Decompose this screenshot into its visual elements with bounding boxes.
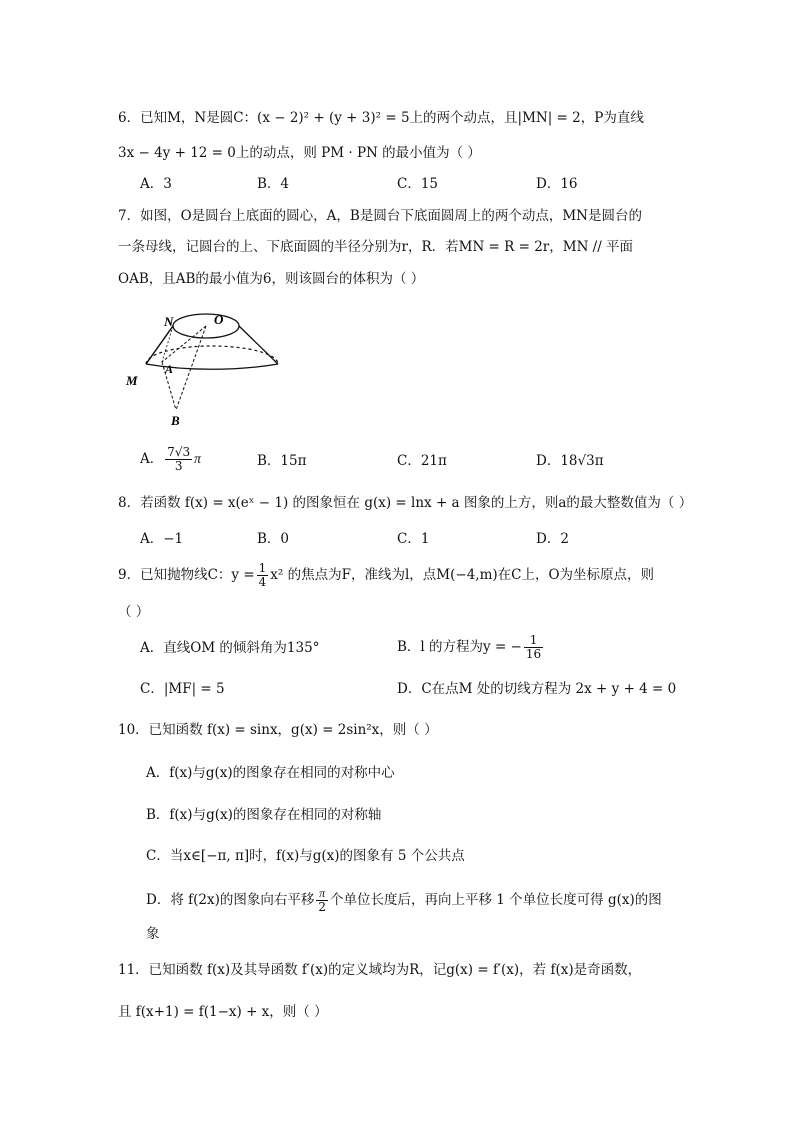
q9-option-b-denominator: 16 (525, 647, 542, 661)
q8-option-b: B．0 (257, 531, 290, 547)
q11-line1: 11．已知函数 f(x)及其导函数 f′(x)的定义域均为R，记g(x) = f′(x)，若 f(x)是奇函数， (118, 962, 642, 978)
q6-option-d: D．16 (536, 176, 578, 192)
q7-option-d: D．18√3π (536, 453, 604, 469)
segment-NA (162, 326, 173, 362)
label-O: O (214, 312, 224, 327)
q8-line1: 8．若函数 f(x) = x(eˣ − 1) 的图象恒在 g(x) = lnx + a 图象的上方，则a的最大整数值为（ ） (118, 495, 693, 511)
q10-option-d-continued: 象 (146, 926, 160, 942)
q9-option-b (397, 634, 545, 661)
q10-option-d-start: D．将 f(2x)的图象向右平移 (146, 892, 315, 908)
q7-option-a-prefix: A． (140, 451, 164, 467)
q9-line1 (118, 562, 654, 589)
q7-option-c: C．21π (397, 453, 447, 469)
q9-option-d: D．C在点M 处的切线方程为 2x + y + 4 = 0 (397, 681, 677, 697)
q7-option-a-numerator: 7√3 (167, 445, 191, 459)
label-M: M (126, 373, 138, 388)
q7-line2: 一条母线，记圆台的上、下底面圆的半径分别为r，R．若MN = R = 2r，MN // 平面 (118, 239, 634, 255)
q6-option-a: A．3 (140, 176, 172, 192)
q8-option-c: C．1 (397, 531, 430, 547)
q6-line1: 6．已知M，N是圆C：(x − 2)² + (y + 3)² = 5上的两个动点，且|MN| = 2，P为直线 (118, 110, 644, 126)
generatrix-MN (146, 326, 173, 364)
q9-line2: （ ） (118, 604, 150, 620)
q9-line1-end: x² 的焦点为F，准线为l，点M(−4,m)在C上，O为坐标原点，则 (270, 567, 655, 583)
q7-option-b: B．15π (257, 453, 307, 469)
q10-option-d-denominator: 2 (318, 900, 326, 914)
q7-option-a-suffix: π (194, 451, 201, 466)
q10-option-d (146, 887, 662, 914)
frustum-figure (118, 302, 288, 427)
label-A: A (165, 362, 174, 376)
q8-option-a: A．−1 (140, 531, 184, 547)
q10-option-d-end: 个单位长度后，再向上平移 1 个单位长度可得 g(x)的图 (330, 892, 662, 908)
q6-option-c: C．15 (397, 176, 439, 192)
q9-fraction-denominator: 4 (258, 575, 267, 589)
q10-option-d-fraction (316, 887, 328, 914)
q7-option-a-denominator: 3 (174, 459, 183, 473)
label-N: N (164, 314, 174, 329)
q10-option-a: A．f(x)与g(x)的图象存在相同的对称中心 (146, 765, 395, 781)
q9-option-b-numerator: 1 (524, 634, 543, 648)
q7-option-a-fraction (165, 446, 192, 473)
q9-option-b-fraction (524, 634, 543, 661)
q7-line3: OAB，且AB的最小值为6，则该圆台的体积为（ ） (118, 271, 425, 287)
q11-line2: 且 f(x+1) = f(1−x) + x，则（ ） (118, 1004, 328, 1020)
q8-option-d: D．2 (536, 531, 569, 547)
q7-option-a (140, 446, 201, 473)
q6-line2: 3x − 4y + 12 = 0上的动点，则 PM · PN 的最小值为（ ） (118, 145, 481, 161)
label-B: B (171, 413, 180, 427)
q6-option-b: B．4 (257, 176, 290, 192)
q10-option-d-numerator: π (316, 887, 328, 901)
q10-line1: 10．已知函数 f(x) = sinx，g(x) = 2sin²x，则（ ） (118, 722, 438, 738)
q7-line1: 7．如图，O是圆台上底面的圆心，A，B是圆台下底面圆周上的两个动点，MN是圆台的 (118, 208, 642, 224)
slant-right (239, 326, 278, 364)
q9-fraction (257, 562, 269, 589)
q9-fraction-numerator: 1 (258, 561, 267, 575)
q10-option-b: B．f(x)与g(x)的图象存在相同的对称轴 (146, 807, 382, 823)
q10-option-c: C．当x∈[−π, π]时，f(x)与g(x)的图象有 5 个公共点 (146, 848, 465, 864)
q9-option-c: C．|MF| = 5 (140, 681, 225, 697)
q9-option-b-text: B．l 的方程为y = − (397, 639, 522, 655)
q9-option-a: A．直线OM 的倾斜角为135° (140, 640, 320, 656)
q9-line1-start: 9．已知抛物线C：y = (118, 567, 255, 583)
